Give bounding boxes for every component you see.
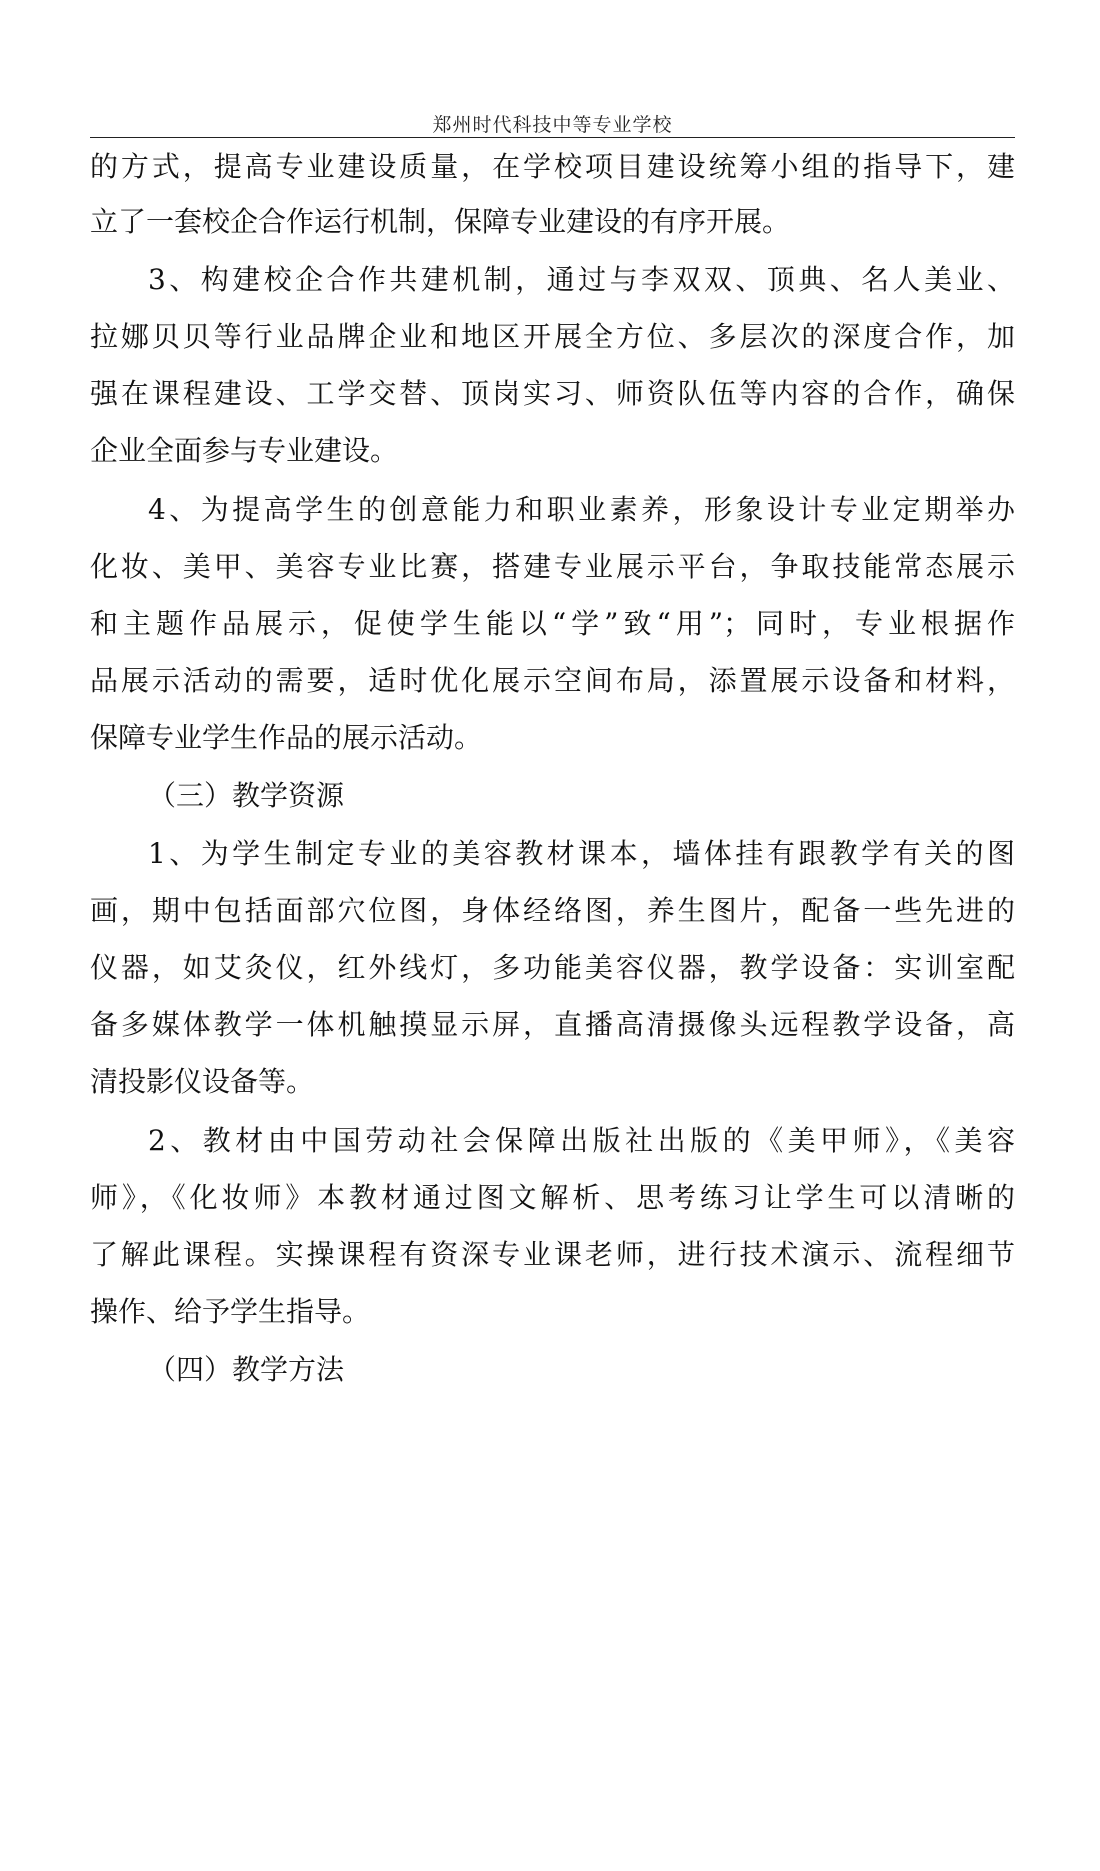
paragraph-line: 的方式，提高专业建设质量，在学校项目建设统筹小组的指导下，建 <box>90 150 1015 183</box>
paragraph-line: 拉娜贝贝等行业品牌企业和地区开展全方位、多层次的深度合作，加 <box>90 320 1015 353</box>
page-header-school-name: 郑州时代科技中等专业学校 <box>432 114 673 136</box>
paragraph-line: 仪器，如艾灸仪，红外线灯，多功能美容仪器，教学设备：实训室配 <box>90 951 1015 984</box>
paragraph-line: 强在课程建设、工学交替、顶岗实习、师资队伍等内容的合作，确保 <box>90 377 1015 410</box>
paragraph-line: 3、构建校企合作共建机制，通过与李双双、顶典、名人美业、 <box>148 263 1015 296</box>
paragraph-line: 清投影仪设备等。 <box>90 1065 315 1098</box>
paragraph-line: 2、教材由中国劳动社会保障出版社出版的《美甲师》，《美容 <box>148 1124 1015 1157</box>
paragraph-line: 4、为提高学生的创意能力和职业素养，形象设计专业定期举办 <box>148 493 1015 526</box>
paragraph-line: 师》，《化妆师》本教材通过图文解析、思考练习让学生可以清晰的 <box>90 1181 1015 1214</box>
section-heading-teaching-resources: （三）教学资源 <box>148 779 345 812</box>
paragraph-line: 操作、给予学生指导。 <box>90 1295 371 1328</box>
section-heading-teaching-methods: （四）教学方法 <box>148 1353 345 1386</box>
paragraph-line: 企业全面参与专业建设。 <box>90 434 399 467</box>
paragraph-line: 品展示活动的需要，适时优化展示空间布局，添置展示设备和材料， <box>90 664 1015 697</box>
paragraph-line: 保障专业学生作品的展示活动。 <box>90 721 483 754</box>
paragraph-line: 了解此课程。实操课程有资深专业课老师，进行技术演示、流程细节 <box>90 1238 1015 1271</box>
paragraph-line: 和主题作品展示，促使学生能以“学”致“用”；同时，专业根据作 <box>90 607 1015 640</box>
paragraph-line: 备多媒体教学一体机触摸显示屏，直播高清摄像头远程教学设备，高 <box>90 1008 1015 1041</box>
header-divider <box>90 137 1015 138</box>
paragraph-line: 化妆、美甲、美容专业比赛，搭建专业展示平台，争取技能常态展示 <box>90 550 1015 583</box>
paragraph-line: 立了一套校企合作运行机制，保障专业建设的有序开展。 <box>90 205 791 238</box>
paragraph-line: 1、为学生制定专业的美容教材课本，墙体挂有跟教学有关的图 <box>148 837 1015 870</box>
paragraph-line: 画，期中包括面部穴位图，身体经络图，养生图片，配备一些先进的 <box>90 894 1015 927</box>
